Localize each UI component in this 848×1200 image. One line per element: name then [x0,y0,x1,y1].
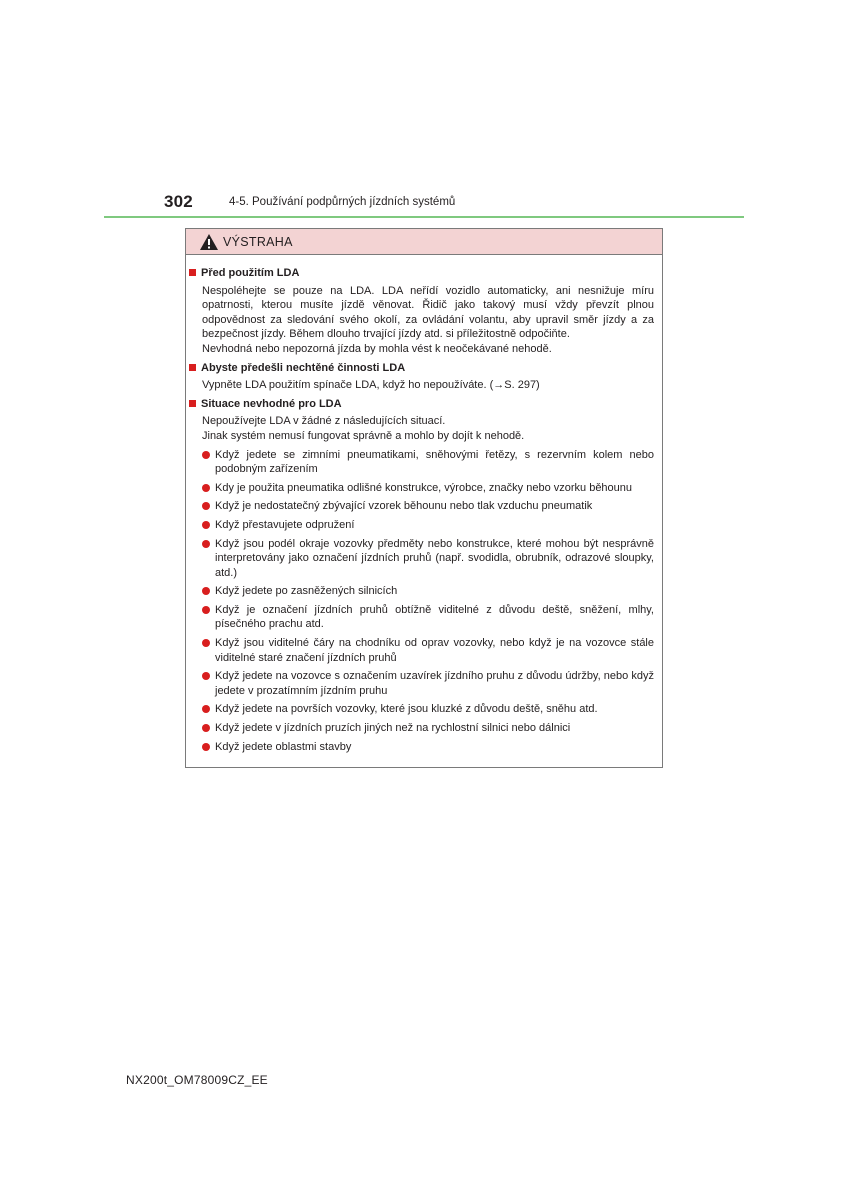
list-item-text: Když jedete se zimními pneumatikami, sněhovými řetězy, s rezervním kolem nebo podobným zařízením [215,448,654,476]
round-bullet-icon [202,672,210,680]
round-bullet-icon [202,484,210,492]
paragraph: Jinak systém nemusí fungovat správně a mohlo by dojít k nehodě. [202,429,525,442]
list-item [202,584,654,599]
round-bullet-icon [202,743,210,751]
section-title: 4-5. Používání podpůrných jízdních systémů [229,196,456,208]
paragraph: Nepoužívejte LDA v žádné z následujících situací. [202,415,446,428]
section-heading [189,266,654,281]
warning-triangle-icon [199,233,219,251]
section-heading-text: Před použitím LDA [201,267,300,279]
round-bullet-icon [202,705,210,713]
list-item [202,721,654,736]
list-item [202,537,654,581]
section-text [189,414,654,443]
list-item-text: Když jedete oblastmi stavby [215,740,352,753]
list-item-text: Když přestavujete odpružení [215,518,355,531]
warning-body [186,255,662,754]
square-bullet-icon [189,400,196,407]
paragraph: Nespoléhejte se pouze na LDA. LDA neřídí vozidlo automaticky, ani nesnižuje míru opatrnosti, kterou musíte jízdě věnovat. Řidič jako takový musí vždy převzít plnou odpovědnost za sledování svého okolí, za ovládání volantu, aby upravil směr jízdy a za bezpečnost jízdy. Během dlouho trvající jízdy atd. si příležitostně odpočiňte. [202,284,654,341]
section-heading [189,397,654,412]
bullet-list [189,448,654,755]
list-item-text: Když jsou viditelné čáry na chodníku od oprav vozovky, nebo když je na vozovce stále viditelné staré značení jízdních pruhů [215,637,654,664]
warning-header [186,229,662,255]
list-item-text: Když je nedostatečný zbývající vzorek běhounu nebo tlak vzduchu pneumatik [215,500,593,513]
round-bullet-icon [202,521,210,529]
round-bullet-icon [202,724,210,732]
header-divider [104,216,744,218]
paragraph: Nevhodná nebo nepozorná jízda by mohla vést k neočekávané nehodě. [202,342,552,355]
round-bullet-icon [202,451,210,459]
warning-box [185,228,663,768]
document-code: NX200t_OM78009CZ_EE [126,1073,268,1087]
list-item [202,702,654,717]
list-item-text: Když jedete v jízdních pruzích jiných než na rychlostní silnici nebo dálnici [215,722,571,735]
list-item [202,518,654,533]
page-header [162,192,742,214]
list-item [202,499,654,514]
list-item-text: Když je označení jízdních pruhů obtížně viditelné z důvodu deště, sněžení, mlhy, písečného prachu atd. [215,603,654,631]
list-item [202,603,654,632]
list-item-text: Když jedete po zasněžených silnicích [215,585,398,598]
list-item [202,636,654,665]
round-bullet-icon [202,639,210,647]
section-text [189,378,654,393]
paragraph: Vypněte LDA použitím spínače LDA, když ho nepoužíváte. (→S. 297) [202,379,540,392]
round-bullet-icon [202,502,210,510]
list-item-text: Když jsou podél okraje vozovky předměty nebo konstrukce, které mohou být nesprávně interpretovány jako označení jízdních pruhů (např. svodidla, obrubník, odrazové sloupky, atd.) [215,537,654,579]
section-heading-text: Abyste předešli nechtěné činnosti LDA [201,361,406,374]
square-bullet-icon [189,269,196,276]
list-item-text: Kdy je použita pneumatika odlišné konstrukce, výrobce, značky nebo vzorku běhounu [215,481,633,494]
section-text [189,284,654,357]
list-item [202,669,654,698]
page-number: 302 [164,192,193,211]
list-item [202,481,654,496]
section-heading [189,361,654,376]
list-item [202,448,654,477]
list-item [202,740,654,755]
list-item-text: Když jedete na površích vozovky, které jsou kluzké z důvodu deště, sněhu atd. [215,703,598,716]
square-bullet-icon [189,364,196,371]
round-bullet-icon [202,540,210,548]
round-bullet-icon [202,587,210,595]
round-bullet-icon [202,606,210,614]
list-item-text: Když jedete na vozovce s označením uzavírek jízdního pruhu z důvodu údržby, nebo když jedete v prozatímním jízdním pruhu [215,670,654,697]
warning-title: VÝSTRAHA [223,234,293,249]
section-heading-text: Situace nevhodné pro LDA [201,397,342,410]
